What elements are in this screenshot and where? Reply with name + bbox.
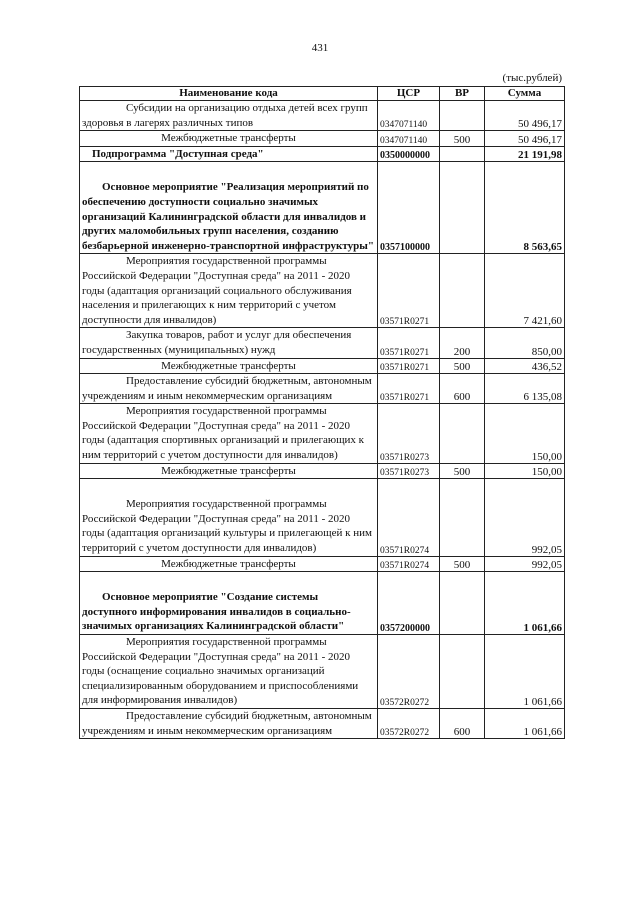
row-vr: 200 (440, 328, 485, 358)
table-row (80, 358, 565, 374)
row-sum: 6 135,08 (485, 374, 565, 404)
row-sum: 992,05 (485, 556, 565, 572)
table-row (80, 146, 565, 162)
row-csr: 03571R0274 (378, 556, 440, 572)
row-vr (440, 254, 485, 328)
row-sum: 1 061,66 (485, 708, 565, 738)
table-row (80, 463, 565, 479)
row-csr: 03571R0273 (378, 463, 440, 479)
table-row (80, 131, 565, 147)
row-sum: 50 496,17 (485, 101, 565, 131)
units-label: (тыс.рублей) (502, 72, 562, 84)
header-csr: ЦСР (378, 87, 440, 101)
row-name: Основное мероприятие "Создание системы доступного информирования инвалидов в социально-значимых организациях Калининградской области" (80, 572, 378, 635)
row-name: Межбюджетные трансферты (80, 131, 378, 147)
row-name: Мероприятия государственной программы Российской Федерации "Доступная среда" на 2011 - 2020 годы (оснащение социально значимых организаций специализированным оборудованием и приспособлениями для информирования инвалидов) (80, 635, 378, 709)
row-vr: 500 (440, 358, 485, 374)
row-sum: 50 496,17 (485, 131, 565, 147)
table-row (80, 254, 565, 328)
row-csr: 03571R0271 (378, 254, 440, 328)
row-vr (440, 572, 485, 635)
row-sum: 8 563,65 (485, 162, 565, 254)
page-number: 431 (311, 42, 329, 54)
table-row (80, 708, 565, 738)
row-name: Межбюджетные трансферты (80, 556, 378, 572)
row-vr (440, 101, 485, 131)
row-csr: 03571R0271 (378, 358, 440, 374)
row-vr (440, 404, 485, 463)
row-csr: 03571R0271 (378, 328, 440, 358)
row-sum: 150,00 (485, 404, 565, 463)
row-sum: 436,52 (485, 358, 565, 374)
row-sum: 992,05 (485, 479, 565, 556)
table-row (80, 479, 565, 556)
row-sum: 7 421,60 (485, 254, 565, 328)
row-csr: 03572R0272 (378, 635, 440, 709)
budget-table (79, 86, 565, 739)
row-name: Межбюджетные трансферты (80, 358, 378, 374)
table-row (80, 162, 565, 254)
row-csr: 0357100000 (378, 162, 440, 254)
table-row (80, 556, 565, 572)
row-csr: 03571R0274 (378, 479, 440, 556)
row-vr (440, 146, 485, 162)
row-vr: 600 (440, 374, 485, 404)
header-name: Наименование кода (80, 87, 378, 101)
row-name: Мероприятия государственной программы Российской Федерации "Доступная среда" на 2011 - 2020 годы (адаптация организаций культуры и прилегающей к ним территорий с учетом доступности для инвалидов) (80, 479, 378, 556)
row-name: Подпрограмма "Доступная среда" (80, 146, 378, 162)
table-row (80, 635, 565, 709)
row-csr: 03572R0272 (378, 708, 440, 738)
row-sum: 850,00 (485, 328, 565, 358)
row-vr: 500 (440, 463, 485, 479)
row-sum: 21 191,98 (485, 146, 565, 162)
row-vr (440, 162, 485, 254)
row-name: Предоставление субсидий бюджетным, автономным учреждениям и иным некоммерческим организациям (80, 708, 378, 738)
table-row (80, 404, 565, 463)
row-name: Субсидии на организацию отдыха детей всех групп здоровья в лагерях различных типов (80, 101, 378, 131)
row-csr: 0350000000 (378, 146, 440, 162)
table-row (80, 374, 565, 404)
row-name: Основное мероприятие "Реализация мероприятий по обеспечению доступности социально значимых организаций Калининградской области для инвалидов и других маломобильных групп населения, созданию безбарьерной инженерно-транспортной инфраструктуры" (80, 162, 378, 254)
row-sum: 150,00 (485, 463, 565, 479)
row-csr: 03571R0273 (378, 404, 440, 463)
table-row (80, 328, 565, 358)
row-sum: 1 061,66 (485, 635, 565, 709)
row-name: Мероприятия государственной программы Российской Федерации "Доступная среда" на 2011 - 2020 годы (адаптация организаций социального обслуживания населения и прилегающих к ним территорий с учетом доступности для инвалидов) (80, 254, 378, 328)
row-vr (440, 479, 485, 556)
header-row (80, 87, 565, 101)
row-csr: 03571R0271 (378, 374, 440, 404)
header-vr: ВР (440, 87, 485, 101)
row-vr (440, 635, 485, 709)
row-vr: 600 (440, 708, 485, 738)
row-name: Предоставление субсидий бюджетным, автономным учреждениям и иным некоммерческим организациям (80, 374, 378, 404)
row-name: Закупка товаров, работ и услуг для обеспечения государственных (муниципальных) нужд (80, 328, 378, 358)
table-row (80, 101, 565, 131)
row-csr: 0347071140 (378, 131, 440, 147)
row-vr: 500 (440, 131, 485, 147)
table-row (80, 572, 565, 635)
header-sum: Сумма (485, 87, 565, 101)
row-csr: 0347071140 (378, 101, 440, 131)
row-sum: 1 061,66 (485, 572, 565, 635)
row-vr: 500 (440, 556, 485, 572)
row-name: Мероприятия государственной программы Российской Федерации "Доступная среда" на 2011 - 2020 годы (адаптация спортивных организаций и прилегающих к ним территорий с учетом доступности для инвалидов) (80, 404, 378, 463)
row-csr: 0357200000 (378, 572, 440, 635)
row-name: Межбюджетные трансферты (80, 463, 378, 479)
